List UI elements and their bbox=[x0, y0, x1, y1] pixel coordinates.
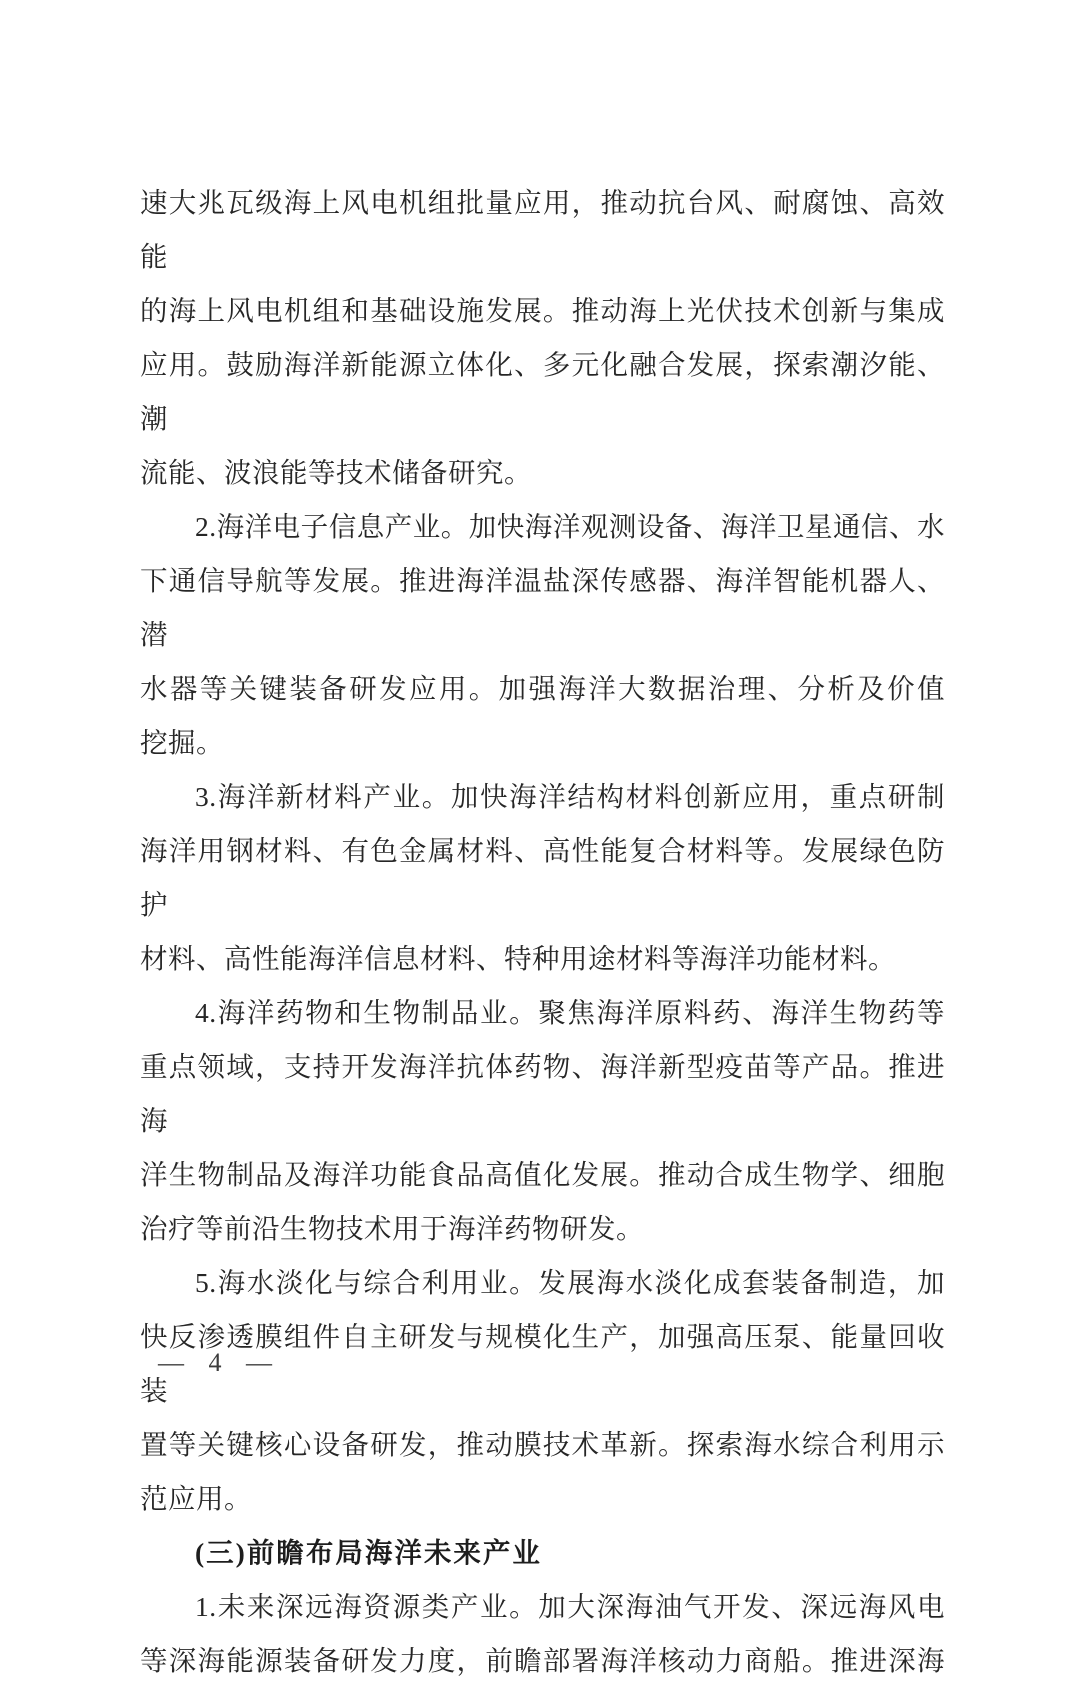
text-line: 快反渗透膜组件自主研发与规模化生产，加强高压泵、能量回收装 bbox=[140, 1321, 945, 1406]
text-line: (三)前瞻布局海洋未来产业 bbox=[195, 1537, 542, 1568]
text-line: 治疗等前沿生物技术用于海洋药物研发。 bbox=[140, 1213, 644, 1244]
paragraph bbox=[140, 500, 945, 770]
text-line: 2.海洋电子信息产业。加快海洋观测设备、海洋卫星通信、水 bbox=[195, 511, 945, 542]
text-line: 流能、波浪能等技术储备研究。 bbox=[140, 457, 532, 488]
paragraph bbox=[140, 986, 945, 1256]
text-line: 应用。鼓励海洋新能源立体化、多元化融合发展，探索潮汐能、潮 bbox=[140, 349, 945, 434]
text-line: 4.海洋药物和生物制品业。聚焦海洋原料药、海洋生物药等 bbox=[195, 997, 945, 1028]
page-footer bbox=[158, 1348, 281, 1378]
text-line: 3.海洋新材料产业。加快海洋结构材料创新应用，重点研制 bbox=[195, 781, 945, 812]
paragraph bbox=[140, 176, 945, 500]
text-line: 材料、高性能海洋信息材料、特种用途材料等海洋功能材料。 bbox=[140, 943, 896, 974]
page-number: — 4 — bbox=[158, 1348, 281, 1377]
text-line: 1.未来深远海资源类产业。加大深海油气开发、深远海风电 bbox=[195, 1591, 945, 1622]
text-line: 重点领域，支持开发海洋抗体药物、海洋新型疫苗等产品。推进海 bbox=[140, 1051, 945, 1136]
section-heading bbox=[140, 1526, 945, 1580]
text-line: 海洋用钢材料、有色金属材料、高性能复合材料等。发展绿色防护 bbox=[140, 835, 945, 920]
text-line: 等深海能源装备研发力度，前瞻部署海洋核动力商船。推进深海 bbox=[140, 1645, 945, 1676]
text-line: 范应用。 bbox=[140, 1483, 252, 1514]
text-line: 速大兆瓦级海上风电机组批量应用，推动抗台风、耐腐蚀、高效能 bbox=[140, 187, 945, 272]
document-body bbox=[140, 176, 945, 1688]
paragraph bbox=[140, 1256, 945, 1526]
paragraph bbox=[140, 770, 945, 986]
text-line: 挖掘。 bbox=[140, 727, 224, 758]
text-line: 5.海水淡化与综合利用业。发展海水淡化成套装备制造，加 bbox=[195, 1267, 945, 1298]
text-line: 的海上风电机组和基础设施发展。推动海上光伏技术创新与集成 bbox=[140, 295, 945, 326]
paragraph bbox=[140, 1580, 945, 1688]
text-line: 水器等关键装备研发应用。加强海洋大数据治理、分析及价值 bbox=[140, 673, 945, 704]
text-line: 置等关键核心设备研发，推动膜技术革新。探索海水综合利用示 bbox=[140, 1429, 945, 1460]
text-line: 下通信导航等发展。推进海洋温盐深传感器、海洋智能机器人、潜 bbox=[140, 565, 945, 650]
text-line: 洋生物制品及海洋功能食品高值化发展。推动合成生物学、细胞 bbox=[140, 1159, 945, 1190]
